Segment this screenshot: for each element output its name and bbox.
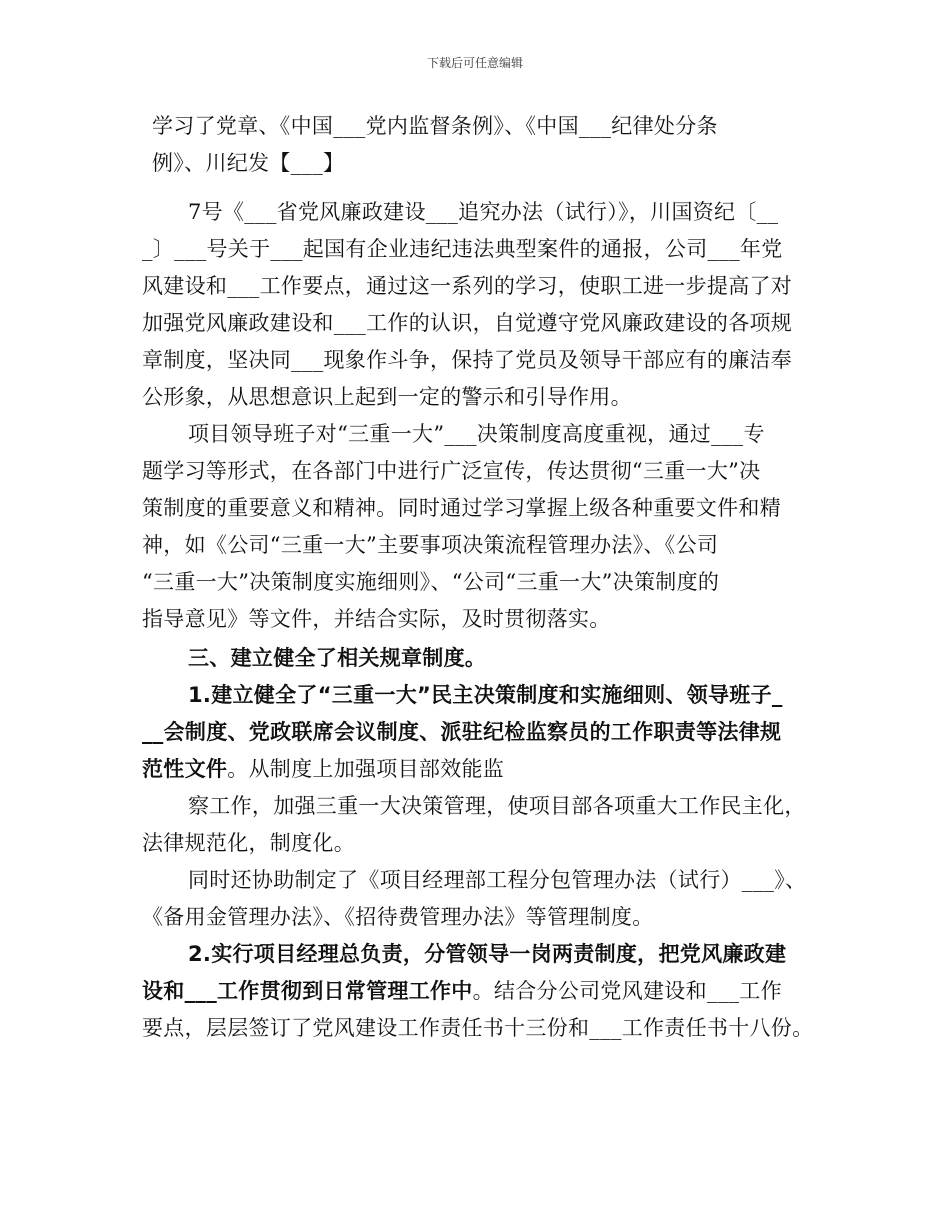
bold-span: 范性文件 (142, 757, 228, 781)
text-line-20: 法律规范化，制度化。 (142, 831, 355, 855)
text-line-14: 指导意见》等文件，并结合实际，及时贯彻落实。 (142, 607, 611, 631)
text-line-8: 公形象，从思想意识上起到一定的警示和引导作用。 (142, 385, 632, 409)
text-line-10: 题学习等形式，在各部门中进行广泛宣传，传达贯彻“三重一大”决 (142, 459, 761, 483)
text-line-23: 2.实行项目经理总负责，分管领导一岗两责制度，把党风廉政建 (188, 942, 787, 966)
text-line-13: “三重一大”决策制度实施细则》、“公司“三重一大”决策制度的 (142, 570, 720, 594)
text-line-9: 项目领导班子对“三重一大”___决策制度高度重视，通过___专 (188, 422, 765, 446)
text-line-6: 加强党风廉政建设和___工作的认识，自觉遵守党风廉政建设的各项规 (142, 311, 793, 335)
text-line-18 (142, 751, 504, 788)
text-line-5: 风建设和___工作要点，通过这一系列的学习，使职工进一步提高了对 (142, 274, 793, 298)
text-line-24 (142, 973, 782, 1010)
text-line-19: 察工作，加强三重一大决策管理，使项目部各项重大工作民主化， (188, 794, 806, 818)
text-line-17: __会制度、党政联席会议制度、派驻纪检监察员的工作职责等法律规 (142, 720, 782, 744)
text-line-12: 神，如《公司“三重一大”主要事项决策流程管理办法》、《公司 (142, 533, 719, 557)
text-line-1: 学习了党章、《中国___党内监督条例》、《中国___纪律处分条 (152, 114, 718, 138)
text-line-11: 策制度的重要意义和精神。同时通过学习掌握上级各种重要文件和精 (142, 496, 781, 520)
text-line-16: 1.建立健全了“三重一大”民主决策制度和实施细则、领导班子_ (188, 683, 783, 707)
text-line-4: _〕___号关于___起国有企业违纪违法典型案件的通报，公司___年党 (142, 237, 783, 261)
text-line-21: 同时还协助制定了《项目经理部工程分包管理办法（试行）___》、 (188, 868, 807, 892)
page-header: 下载后可任意编辑 (426, 56, 523, 70)
normal-span: 。从制度上加强项目部效能监 (227, 757, 505, 781)
text-line-3: 7号《___省党风廉政建设___追究办法（试行）》，川国资纪〔__ (188, 200, 779, 224)
text-line-25: 要点，层层签订了党风建设工作责任书十三份和___工作责任书十八份。 (142, 1016, 814, 1040)
text-line-7: 章制度，坚决同___现象作斗争，保持了党员及领导干部应有的廉洁奉 (142, 348, 793, 372)
text-line-22: 《备用金管理办法》、《招待费管理办法》等管理制度。 (142, 905, 654, 929)
text-line-2: 例》、川纪发【___】 (152, 151, 345, 175)
bold-span: 设和___工作贯彻到日常管理工作中 (142, 979, 473, 1003)
normal-span: 。结合分公司党风建设和___工作 (472, 979, 782, 1003)
section-heading: 三、建立健全了相关规章制度。 (188, 646, 487, 670)
